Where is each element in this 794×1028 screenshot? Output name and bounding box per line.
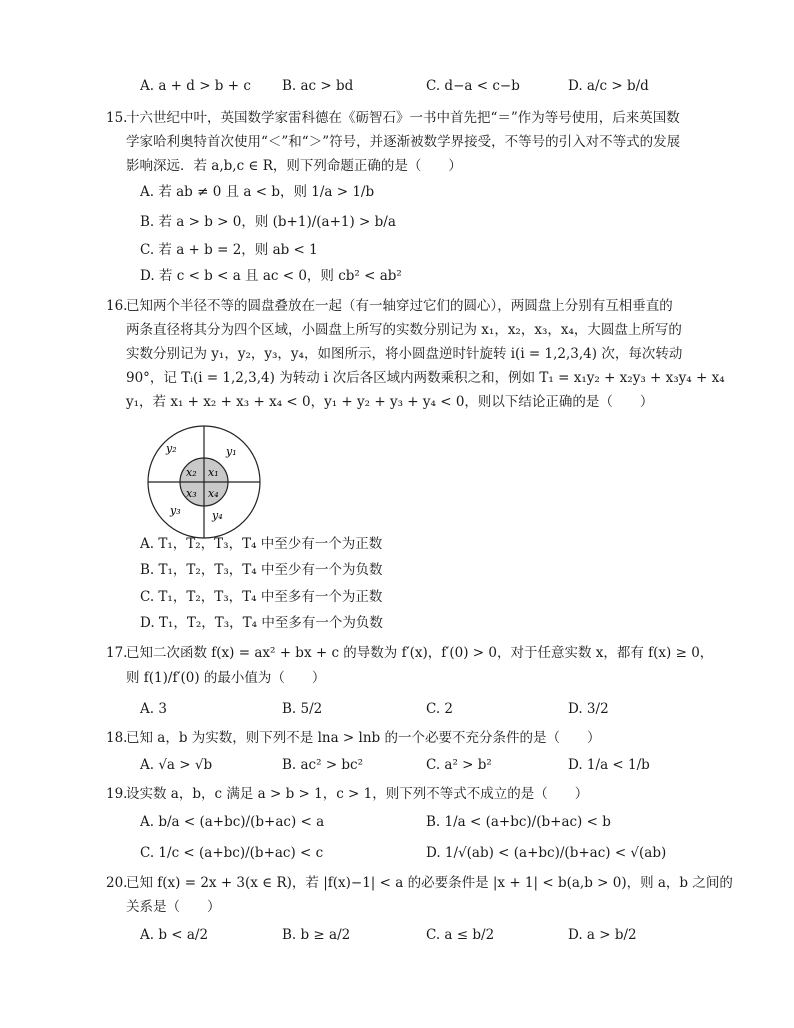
q14-option-b[interactable]: B. ac > bd xyxy=(282,78,354,94)
q20-option-d[interactable]: D. a > b/2 xyxy=(568,927,637,943)
q15-option-a[interactable]: A. 若 ab ≠ 0 且 a < b，则 1/a > 1/b xyxy=(140,184,375,200)
q19-option-a[interactable]: A. b/a < (a+bc)/(b+ac) < a xyxy=(140,814,325,830)
q17-stem-line-2: 则 f(1)/f′(0) 的最小值为（ ） xyxy=(126,670,326,686)
q18-option-c[interactable]: C. a² > b² xyxy=(426,757,492,773)
q19-stem-line-1: 设实数 a，b，c 满足 a > b > 1，c > 1，则下列不等式不成立的是（ ） xyxy=(126,786,589,802)
q15-option-c[interactable]: C. 若 a + b = 2，则 ab < 1 xyxy=(140,242,318,258)
q16-option-b[interactable]: B. T₁，T₂，T₃，T₄ 中至少有一个为负数 xyxy=(140,562,383,578)
q16-stem-line-4: 90°，记 Tᵢ(i = 1,2,3,4) 为转动 i 次后各区域内两数乘积之和，例如 T₁ = x₁y₂ + x₂y₃ + x₃y₄ + x₄ xyxy=(126,370,725,386)
q16-stem-line-2: 两条直径将其分为四个区域，小圆盘上所写的实数分别记为 x₁，x₂，x₃，x₄，大圆盘上所写的 xyxy=(126,322,682,338)
q20-stem-line-1: 已知 f(x) = 2x + 3(x ∈ R)，若 |f(x)−1| < a 的必要条件是 |x + 1| < b(a,b > 0)，则 a，b 之间的 xyxy=(126,875,733,891)
label-y4: y₄ xyxy=(212,509,223,522)
q15-option-d[interactable]: D. 若 c < b < a 且 ac < 0，则 cb² < ab² xyxy=(140,268,402,284)
q16-stem-line-5: y₁，若 x₁ + x₂ + x₃ + x₄ < 0，y₁ + y₂ + y₃ + y₄ < 0，则以下结论正确的是（ ） xyxy=(126,394,654,410)
q15-option-b[interactable]: B. 若 a > b > 0，则 (b+1)/(a+1) > b/a xyxy=(140,214,396,230)
q17-option-d[interactable]: D. 3/2 xyxy=(568,701,609,717)
q19-option-c[interactable]: C. 1/c < (a+bc)/(b+ac) < c xyxy=(140,845,324,861)
q19-option-b[interactable]: B. 1/a < (a+bc)/(b+ac) < b xyxy=(426,814,611,830)
q17-option-c[interactable]: C. 2 xyxy=(426,701,454,717)
q18-option-b[interactable]: B. ac² > bc² xyxy=(282,757,364,773)
q20-stem-line-2: 关系是（ ） xyxy=(126,899,221,915)
label-y3: y₃ xyxy=(170,504,181,517)
q19-option-d[interactable]: D. 1/√(ab) < (a+bc)/(b+ac) < √(ab) xyxy=(426,845,667,861)
q14-option-a[interactable]: A. a + d > b + c xyxy=(140,78,251,94)
q18-option-a[interactable]: A. √a > √b xyxy=(140,757,213,773)
q20-option-a[interactable]: A. b < a/2 xyxy=(140,927,209,943)
q18-option-d[interactable]: D. 1/a < 1/b xyxy=(568,757,650,773)
q18-number: 18. xyxy=(106,730,128,746)
two-disc-diagram xyxy=(146,424,262,540)
q14-option-d[interactable]: D. a/c > b/d xyxy=(568,78,649,94)
q17-number: 17. xyxy=(106,645,128,661)
q17-option-a[interactable]: A. 3 xyxy=(140,701,167,717)
label-x4: x₄ xyxy=(208,487,219,500)
q16-number: 16. xyxy=(106,298,128,314)
q17-stem-line-1: 已知二次函数 f(x) = ax² + bx + c 的导数为 f′(x)，f′(0) > 0，对于任意实数 x，都有 f(x) ≥ 0， xyxy=(126,645,714,661)
q15-stem-line-1: 十六世纪中叶，英国数学家雷科德在《砺智石》一书中首先把“＝”作为等号使用，后来英国数 xyxy=(126,110,680,126)
label-x3: x₃ xyxy=(186,487,197,500)
label-y1: y₁ xyxy=(226,445,237,458)
q19-number: 19. xyxy=(106,786,128,802)
q15-stem-line-3: 影响深远．若 a,b,c ∈ R，则下列命题正确的是（ ） xyxy=(126,158,462,174)
label-y2: y₂ xyxy=(166,442,177,455)
q16-option-c[interactable]: C. T₁，T₂，T₃，T₄ 中至多有一个为正数 xyxy=(140,589,383,605)
q17-option-b[interactable]: B. 5/2 xyxy=(282,701,323,717)
q16-option-a[interactable]: A. T₁，T₂，T₃，T₄ 中至少有一个为正数 xyxy=(140,536,383,552)
label-x2: x₂ xyxy=(186,466,197,479)
q16-stem-line-3: 实数分别记为 y₁，y₂，y₃，y₄，如图所示，将小圆盘逆时针旋转 i(i = 1,2,3,4) 次，每次转动 xyxy=(126,346,683,362)
q20-option-b[interactable]: B. b ≥ a/2 xyxy=(282,927,351,943)
q15-number: 15. xyxy=(106,110,128,126)
q14-option-c[interactable]: C. d−a < c−b xyxy=(426,78,520,94)
label-x1: x₁ xyxy=(208,466,219,479)
q18-stem-line-1: 已知 a，b 为实数，则下列不是 lna > lnb 的一个必要不充分条件的是（ ） xyxy=(126,730,601,746)
q15-stem-line-2: 学家哈利奥特首次使用“＜”和“＞”符号，并逐渐被数学界接受，不等号的引入对不等式的发展 xyxy=(126,134,681,150)
q20-number: 20. xyxy=(106,875,128,891)
q16-option-d[interactable]: D. T₁，T₂，T₃，T₄ 中至多有一个为负数 xyxy=(140,615,383,631)
q16-stem-line-1: 已知两个半径不等的圆盘叠放在一起（有一轴穿过它们的圆心），两圆盘上分别有互相垂直的 xyxy=(126,298,673,314)
q20-option-c[interactable]: C. a ≤ b/2 xyxy=(426,927,495,943)
